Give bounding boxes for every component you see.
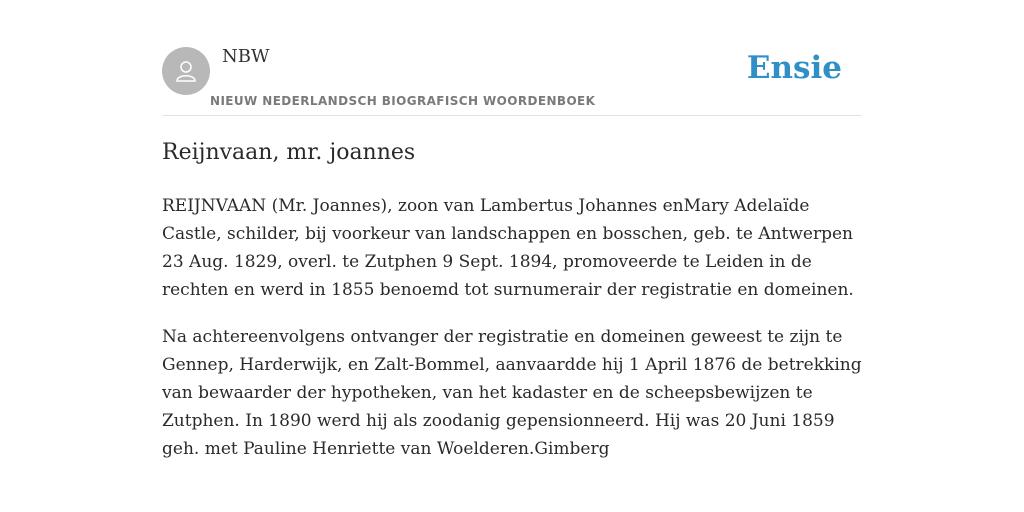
source-abbreviation[interactable]: NBW (222, 46, 270, 67)
article-paragraph: Na achtereenvolgens ontvanger der registratie en domeinen geweest te zijn te Gennep, Harderwijk, en Zalt-Bommel, aanvaardde hij 1 April 1876 de betrekking van bewaarder der hypotheken, van het kadaster en de scheepsbewijzen te Zutphen. In 1890 werd hij als zoodanig gepensionneerd. Hij was 20 Juni 1859 geh. met Pauline Henriette van Woelderen.Gimberg (162, 327, 862, 459)
article-title: Reijnvaan, mr. joannes (162, 140, 416, 165)
article-paragraph: REIJNVAAN (Mr. Joannes), zoon van Lambertus Johannes enMary Adelaïde Castle, schilder, bij voorkeur van landschappen en bosschen, geb. te Antwerpen 23 Aug. 1829, overl. te Zutphen 9 Sept. 1894, promoveerde te Leiden in de rechten en werd in 1855 benoemd tot surnumerair der registratie en domeinen. (162, 196, 854, 300)
user-icon (172, 57, 200, 85)
source-full-name[interactable]: NIEUW NEDERLANDSCH BIOGRAFISCH WOORDENBOEK (210, 94, 596, 108)
source-avatar[interactable] (162, 47, 210, 95)
article-card (162, 0, 862, 512)
header-divider (162, 115, 862, 116)
brand-logo[interactable]: Ensie (746, 50, 842, 86)
